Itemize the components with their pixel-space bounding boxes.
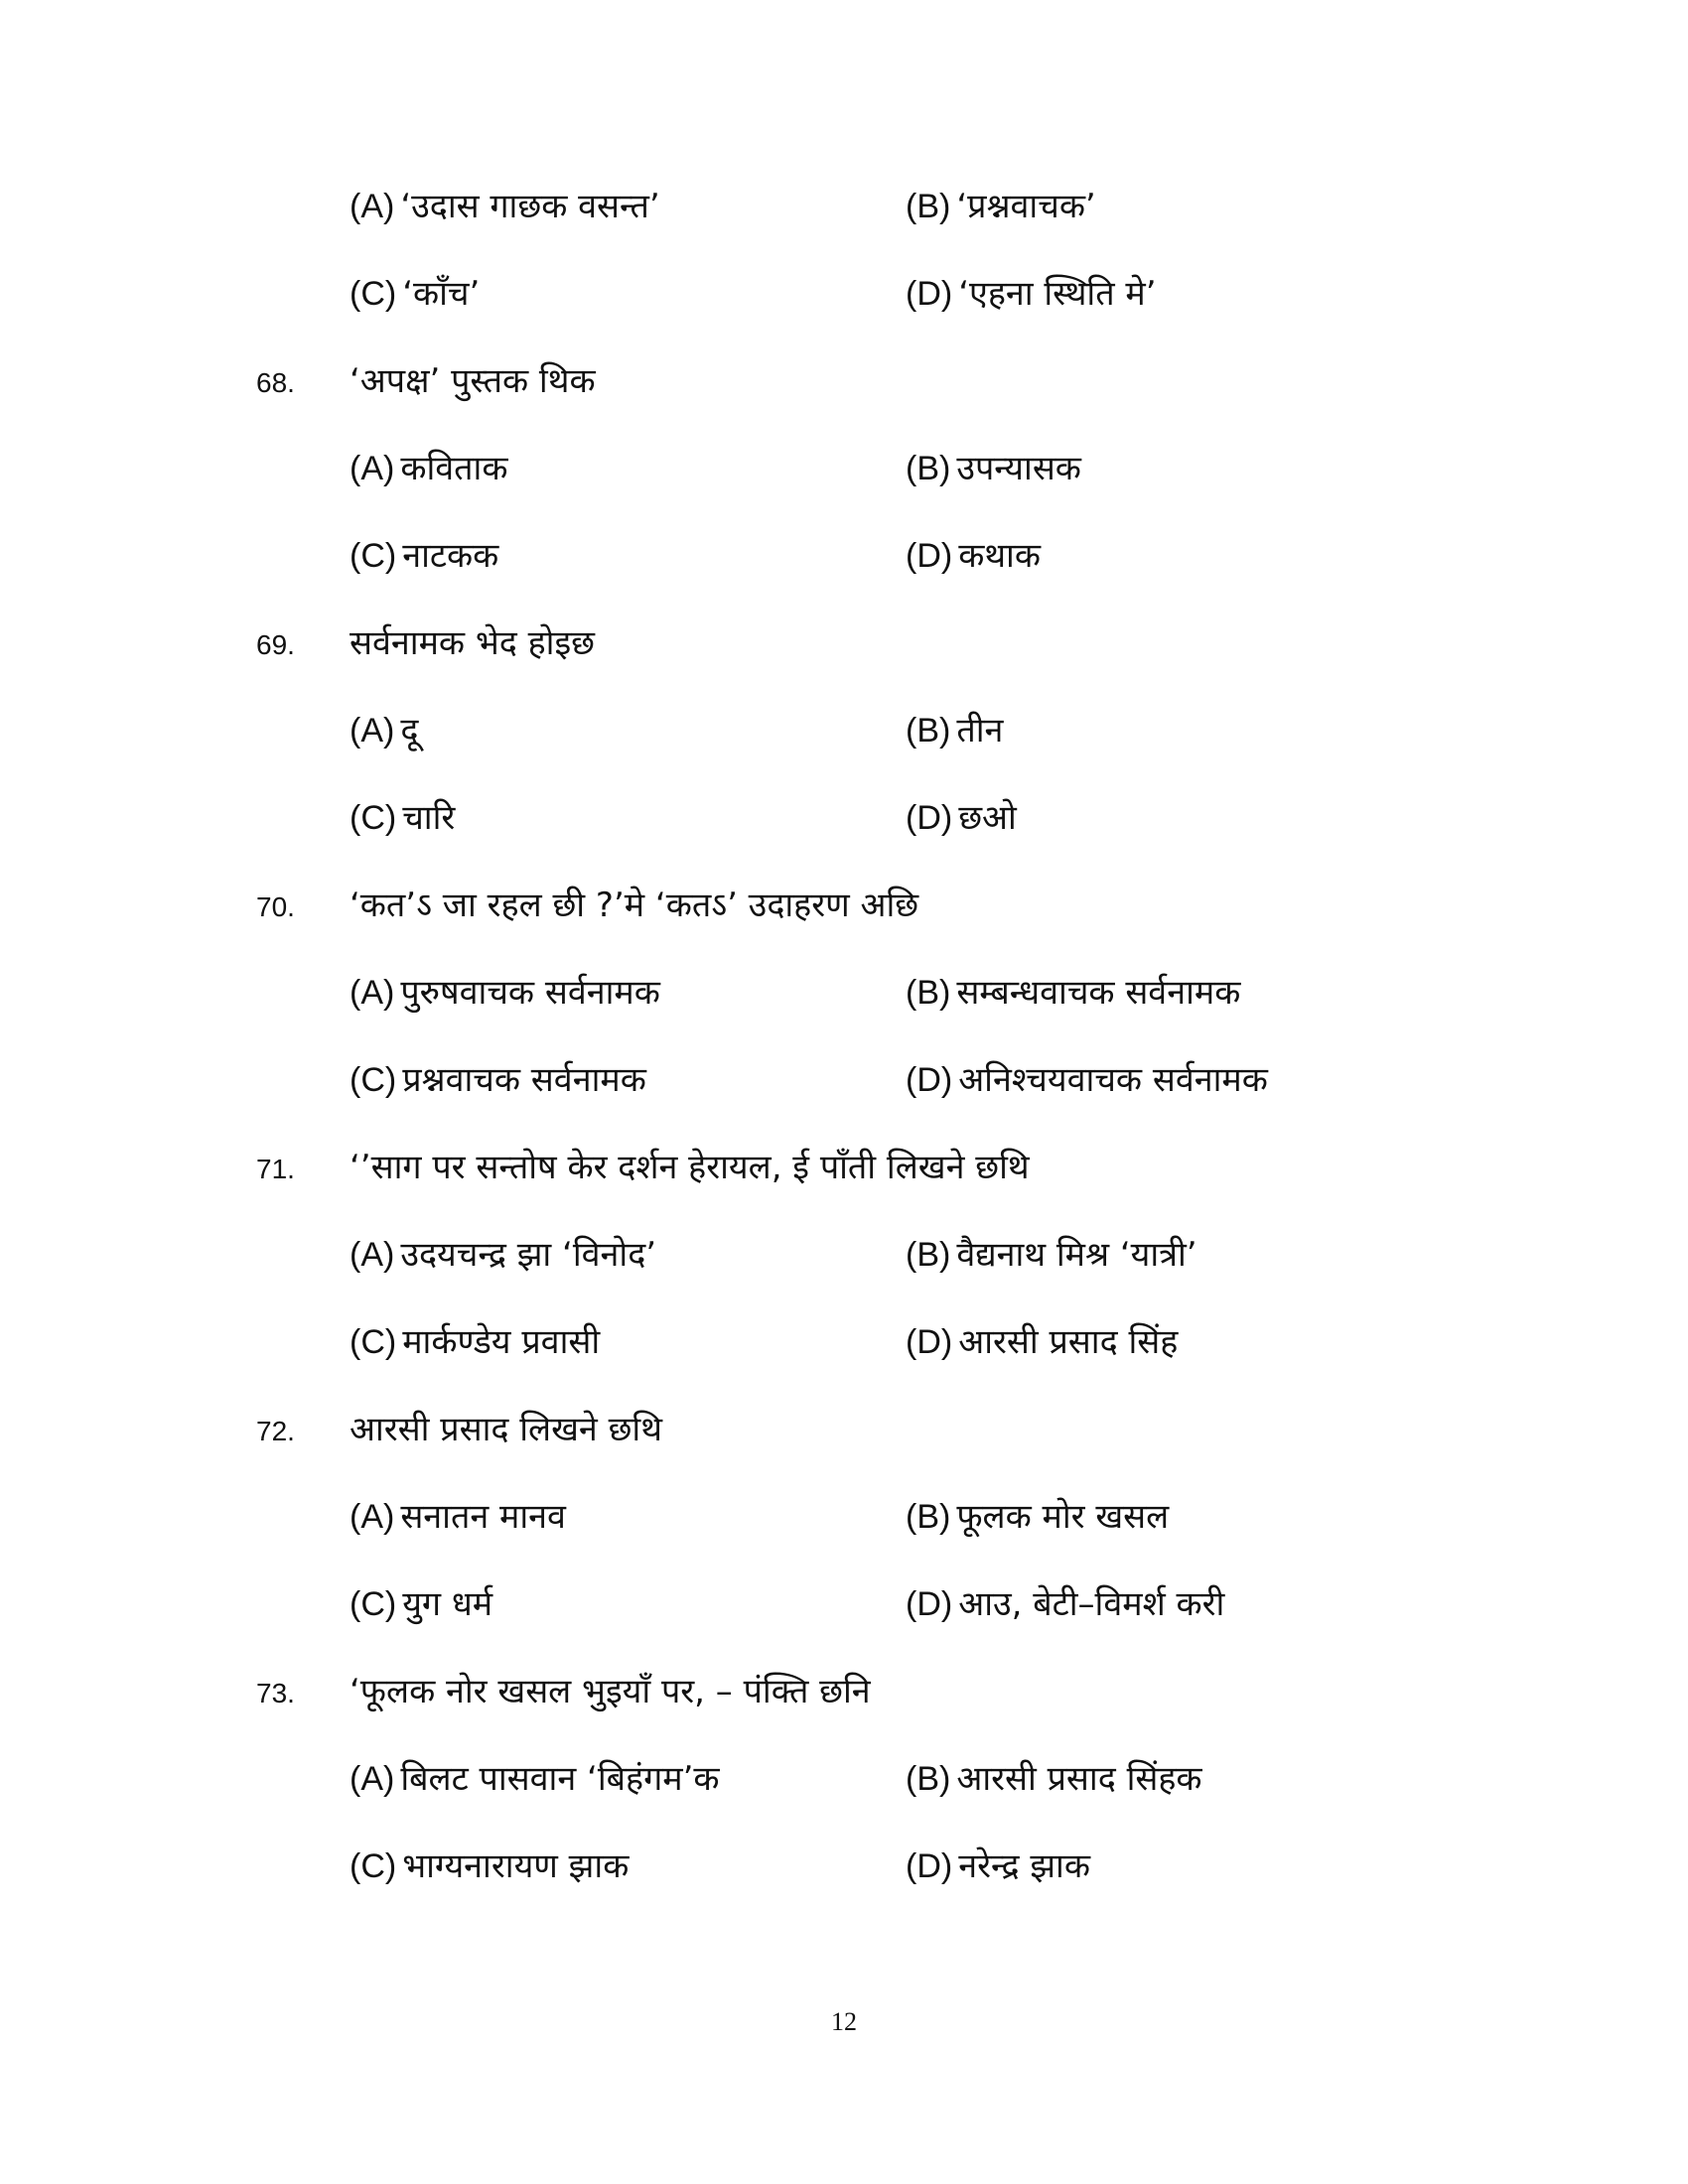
option-text: सम्बन्धवाचक सर्वनामक (956, 973, 1241, 1013)
option-text: आरसी प्रसाद सिंहक (956, 1759, 1202, 1799)
option-text: उदयचन्द्र झा ‘विनोद’ (400, 1235, 657, 1275)
option-text: प्रश्नवाचक सर्वनामक (402, 1060, 646, 1100)
option-b (906, 971, 1240, 1015)
option-text: बिलट पासवान ‘बिहंगम’क (400, 1759, 720, 1799)
option-b (906, 1757, 1202, 1801)
option-text: ‘उदास गाछक वसन्त’ (400, 187, 660, 226)
option-a (350, 1495, 566, 1539)
option-letter: (A) (350, 450, 395, 487)
option-text: चारि (402, 798, 456, 838)
option-text: फूलक मोर खसल (956, 1497, 1170, 1537)
option-a (350, 1233, 656, 1277)
option-c (350, 1582, 492, 1626)
option-text: उपन्यासक (956, 449, 1081, 488)
question-number: 71. (256, 1154, 295, 1184)
option-a (350, 1757, 720, 1801)
option-letter: (A) (350, 712, 395, 750)
option-c (350, 1320, 600, 1364)
page-number: 12 (831, 2007, 857, 2036)
option-letter: (B) (906, 1236, 951, 1274)
option-letter: (B) (906, 188, 951, 225)
option-b (906, 1233, 1197, 1277)
option-text: तीन (956, 711, 1004, 751)
option-letter: (C) (350, 1061, 397, 1099)
option-letter: (B) (906, 1498, 951, 1536)
option-letter: (D) (906, 1061, 953, 1099)
option-text: भाग्यनारायण झाक (402, 1846, 630, 1886)
option-letter: (C) (350, 1323, 397, 1361)
option-text: अनिश्चयवाचक सर्वनामक (958, 1060, 1268, 1100)
option-letter: (C) (350, 537, 397, 575)
option-d (906, 534, 1041, 578)
option-letter: (A) (350, 188, 395, 225)
option-letter: (B) (906, 450, 951, 487)
option-text: छओ (958, 798, 1017, 838)
option-letter: (D) (906, 1585, 953, 1623)
option-a (350, 971, 660, 1015)
option-text: ‘काँच’ (402, 274, 481, 314)
option-text: पुरुषवाचक सर्वनामक (400, 973, 660, 1013)
option-text: नाटकक (402, 536, 499, 576)
option-letter: (D) (906, 275, 953, 313)
option-a (350, 709, 418, 752)
option-text: ‘प्रश्नवाचक’ (956, 187, 1096, 226)
option-c (350, 534, 498, 578)
option-text: नरेन्द्र झाक (958, 1846, 1090, 1886)
option-c (350, 796, 455, 840)
option-text: आरसी प्रसाद सिंह (958, 1322, 1179, 1362)
option-d (906, 1058, 1268, 1102)
option-b (906, 709, 1003, 752)
option-b (906, 1495, 1169, 1539)
option-a (350, 447, 507, 490)
option-text: मार्कण्डेय प्रवासी (402, 1322, 601, 1362)
option-letter: (B) (906, 1760, 951, 1798)
option-text: सनातन मानव (400, 1497, 566, 1537)
option-text: दू (400, 711, 419, 751)
option-letter: (B) (906, 712, 951, 750)
option-letter: (D) (906, 799, 953, 837)
option-d (906, 1844, 1090, 1888)
option-a (350, 185, 660, 228)
option-letter: (D) (906, 1847, 953, 1885)
question-text: ‘फूलक नोर खसल भुइयाँ पर, – पंक्ति छनि (350, 1672, 871, 1711)
option-text: कथाक (958, 536, 1041, 576)
option-text: युग धर्म (402, 1584, 493, 1624)
option-c (350, 1844, 629, 1888)
option-letter: (A) (350, 1236, 395, 1274)
option-letter: (A) (350, 1498, 395, 1536)
option-d (906, 272, 1157, 316)
option-b (906, 185, 1096, 228)
option-text: वैद्यनाथ मिश्र ‘यात्री’ (956, 1235, 1197, 1275)
option-letter: (A) (350, 974, 395, 1012)
question-number: 70. (256, 891, 295, 922)
option-d (906, 1582, 1224, 1626)
option-letter: (C) (350, 1847, 397, 1885)
question-number: 73. (256, 1678, 295, 1708)
option-letter: (B) (906, 974, 951, 1012)
option-text: ‘एहना स्थिति मे’ (958, 274, 1157, 314)
question-text: ‘कत’ऽ जा रहल छी ?’मे ‘कतऽ’ उदाहरण अछि (350, 886, 919, 925)
question-text: सर्वनामक भेद होइछ (350, 623, 595, 663)
option-c (350, 1058, 646, 1102)
question-text: ‘अपक्ष’ पुस्तक थिक (350, 361, 596, 401)
option-letter: (C) (350, 275, 397, 313)
question-number: 72. (256, 1416, 295, 1446)
option-text: आउ, बेटी–विमर्श करी (958, 1584, 1225, 1624)
question-text: आरसी प्रसाद लिखने छथि (350, 1410, 662, 1449)
question-number: 68. (256, 367, 295, 398)
question-number: 69. (256, 629, 295, 660)
question-text: ‘’साग पर सन्तोष केर दर्शन हेरायल, ई पाँती लिखने छथि (350, 1148, 1030, 1187)
option-letter: (D) (906, 1323, 953, 1361)
option-letter: (C) (350, 799, 397, 837)
option-b (906, 447, 1081, 490)
option-letter: (A) (350, 1760, 395, 1798)
option-letter: (D) (906, 537, 953, 575)
option-d (906, 1320, 1178, 1364)
option-d (906, 796, 1017, 840)
option-letter: (C) (350, 1585, 397, 1623)
option-text: कविताक (400, 449, 508, 488)
option-c (350, 272, 480, 316)
